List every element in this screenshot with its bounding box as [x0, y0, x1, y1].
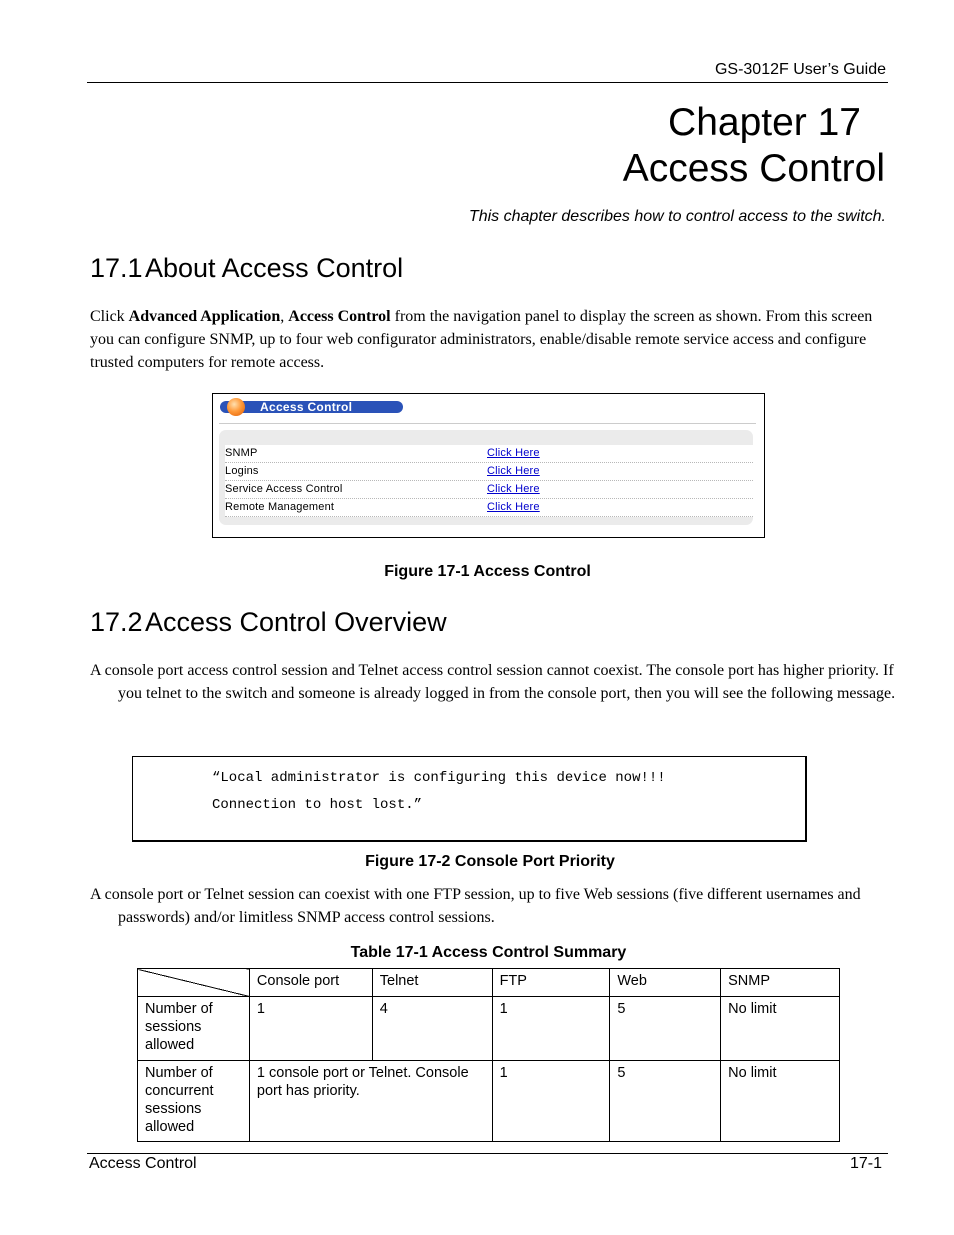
table-cell: 1	[492, 1061, 610, 1142]
service-access-control-click-here-link[interactable]: Click Here	[487, 483, 540, 495]
table-cell: 1	[249, 997, 372, 1061]
console-line: Connection to host lost.”	[212, 797, 423, 813]
table-cell: 5	[610, 1061, 721, 1142]
section-title: Access Control Overview	[145, 607, 447, 637]
menu-row-logins	[225, 463, 753, 481]
table-header-cell: Telnet	[372, 969, 492, 997]
snmp-click-here-link[interactable]: Click Here	[487, 447, 540, 459]
menu-row-label: SNMP	[225, 447, 258, 459]
header-divider	[87, 82, 888, 83]
section-heading-17-1	[90, 252, 403, 284]
menu-row-label: Service Access Control	[225, 483, 343, 495]
screen-divider	[219, 423, 756, 424]
console-message-box	[132, 756, 807, 842]
section-number: 17.1	[90, 253, 143, 283]
text-run: ,	[280, 308, 289, 325]
table-cell: No limit	[721, 1061, 840, 1142]
ui-path-advanced-application: Advanced Application	[128, 308, 281, 325]
table-cell: 1	[492, 997, 610, 1061]
console-line: “Local administrator is configuring this device now!!!	[212, 770, 666, 786]
section-2-paragraph-1: A console port access control session and Telnet access control session cannot coexist. The console port has higher priority. If you telnet to the switch and someone is already logged in from the console port, then you will see the following message.	[90, 662, 896, 702]
figure-17-2-caption: Figure 17-2 Console Port Priority	[365, 853, 615, 870]
chapter-number: Chapter 17	[668, 101, 861, 144]
table-cell: 5	[610, 997, 721, 1061]
section-1-paragraph	[90, 305, 890, 374]
chapter-description: This chapter describes how to control access to the switch.	[468, 208, 886, 225]
ui-path-access-control: Access Control	[288, 308, 391, 325]
table-cell: No limit	[721, 997, 840, 1061]
row-label-cell: Number of sessions allowed	[138, 997, 250, 1061]
menu-row-label: Remote Management	[225, 501, 335, 513]
text-run: Click	[90, 308, 129, 325]
table-corner-cell	[138, 969, 250, 997]
menu-row-remote-management	[225, 499, 753, 517]
footer-chapter-name: Access Control	[89, 1155, 197, 1172]
merged-table-cell: 1 console port or Telnet. Console port has priority.	[249, 1061, 492, 1142]
text-run: from the navigation panel to display the screen as shown. From this screen you can configure SNMP, up to four web configurator administrators, enable/disable remote service access and configure trusted computers for remote access.	[90, 308, 873, 371]
table-cell: 4	[372, 997, 492, 1061]
access-control-screenshot	[212, 393, 765, 538]
section-heading-17-2	[90, 606, 447, 638]
table-row	[138, 997, 840, 1061]
menu-row-label: Logins	[225, 465, 259, 477]
section-2-paragraph-2: A console port or Telnet session can coexist with one FTP session, up to five Web sessions (five different usernames and passwords) and/or limitless SNMP access control sessions.	[90, 886, 861, 926]
table-header-cell: SNMP	[721, 969, 840, 997]
table-header-cell: Web	[610, 969, 721, 997]
running-header: GS-3012F User’s Guide	[714, 61, 886, 78]
menu-row-service-access-control	[225, 481, 753, 499]
console-message	[212, 765, 666, 819]
access-control-summary-table	[137, 968, 840, 1142]
orb-icon	[227, 398, 245, 416]
chapter-title: Access Control	[622, 147, 885, 190]
table-17-1-caption: Table 17-1 Access Control Summary	[350, 944, 627, 961]
table-row	[138, 1061, 840, 1142]
row-label-cell: Number of concurrent sessions allowed	[138, 1061, 250, 1142]
logins-click-here-link[interactable]: Click Here	[487, 465, 540, 477]
screen-title: Access Control	[260, 400, 353, 414]
page-number: 17-1	[849, 1155, 882, 1172]
figure-17-1-caption: Figure 17-1 Access Control	[384, 563, 591, 580]
footer-divider	[87, 1153, 888, 1154]
section-title: About Access Control	[145, 253, 404, 283]
table-header-cell: FTP	[492, 969, 610, 997]
menu-row-snmp	[225, 445, 753, 463]
remote-management-click-here-link[interactable]: Click Here	[487, 501, 540, 513]
table-header-cell: Console port	[249, 969, 372, 997]
section-number: 17.2	[90, 607, 143, 637]
table-header-row	[138, 969, 840, 997]
